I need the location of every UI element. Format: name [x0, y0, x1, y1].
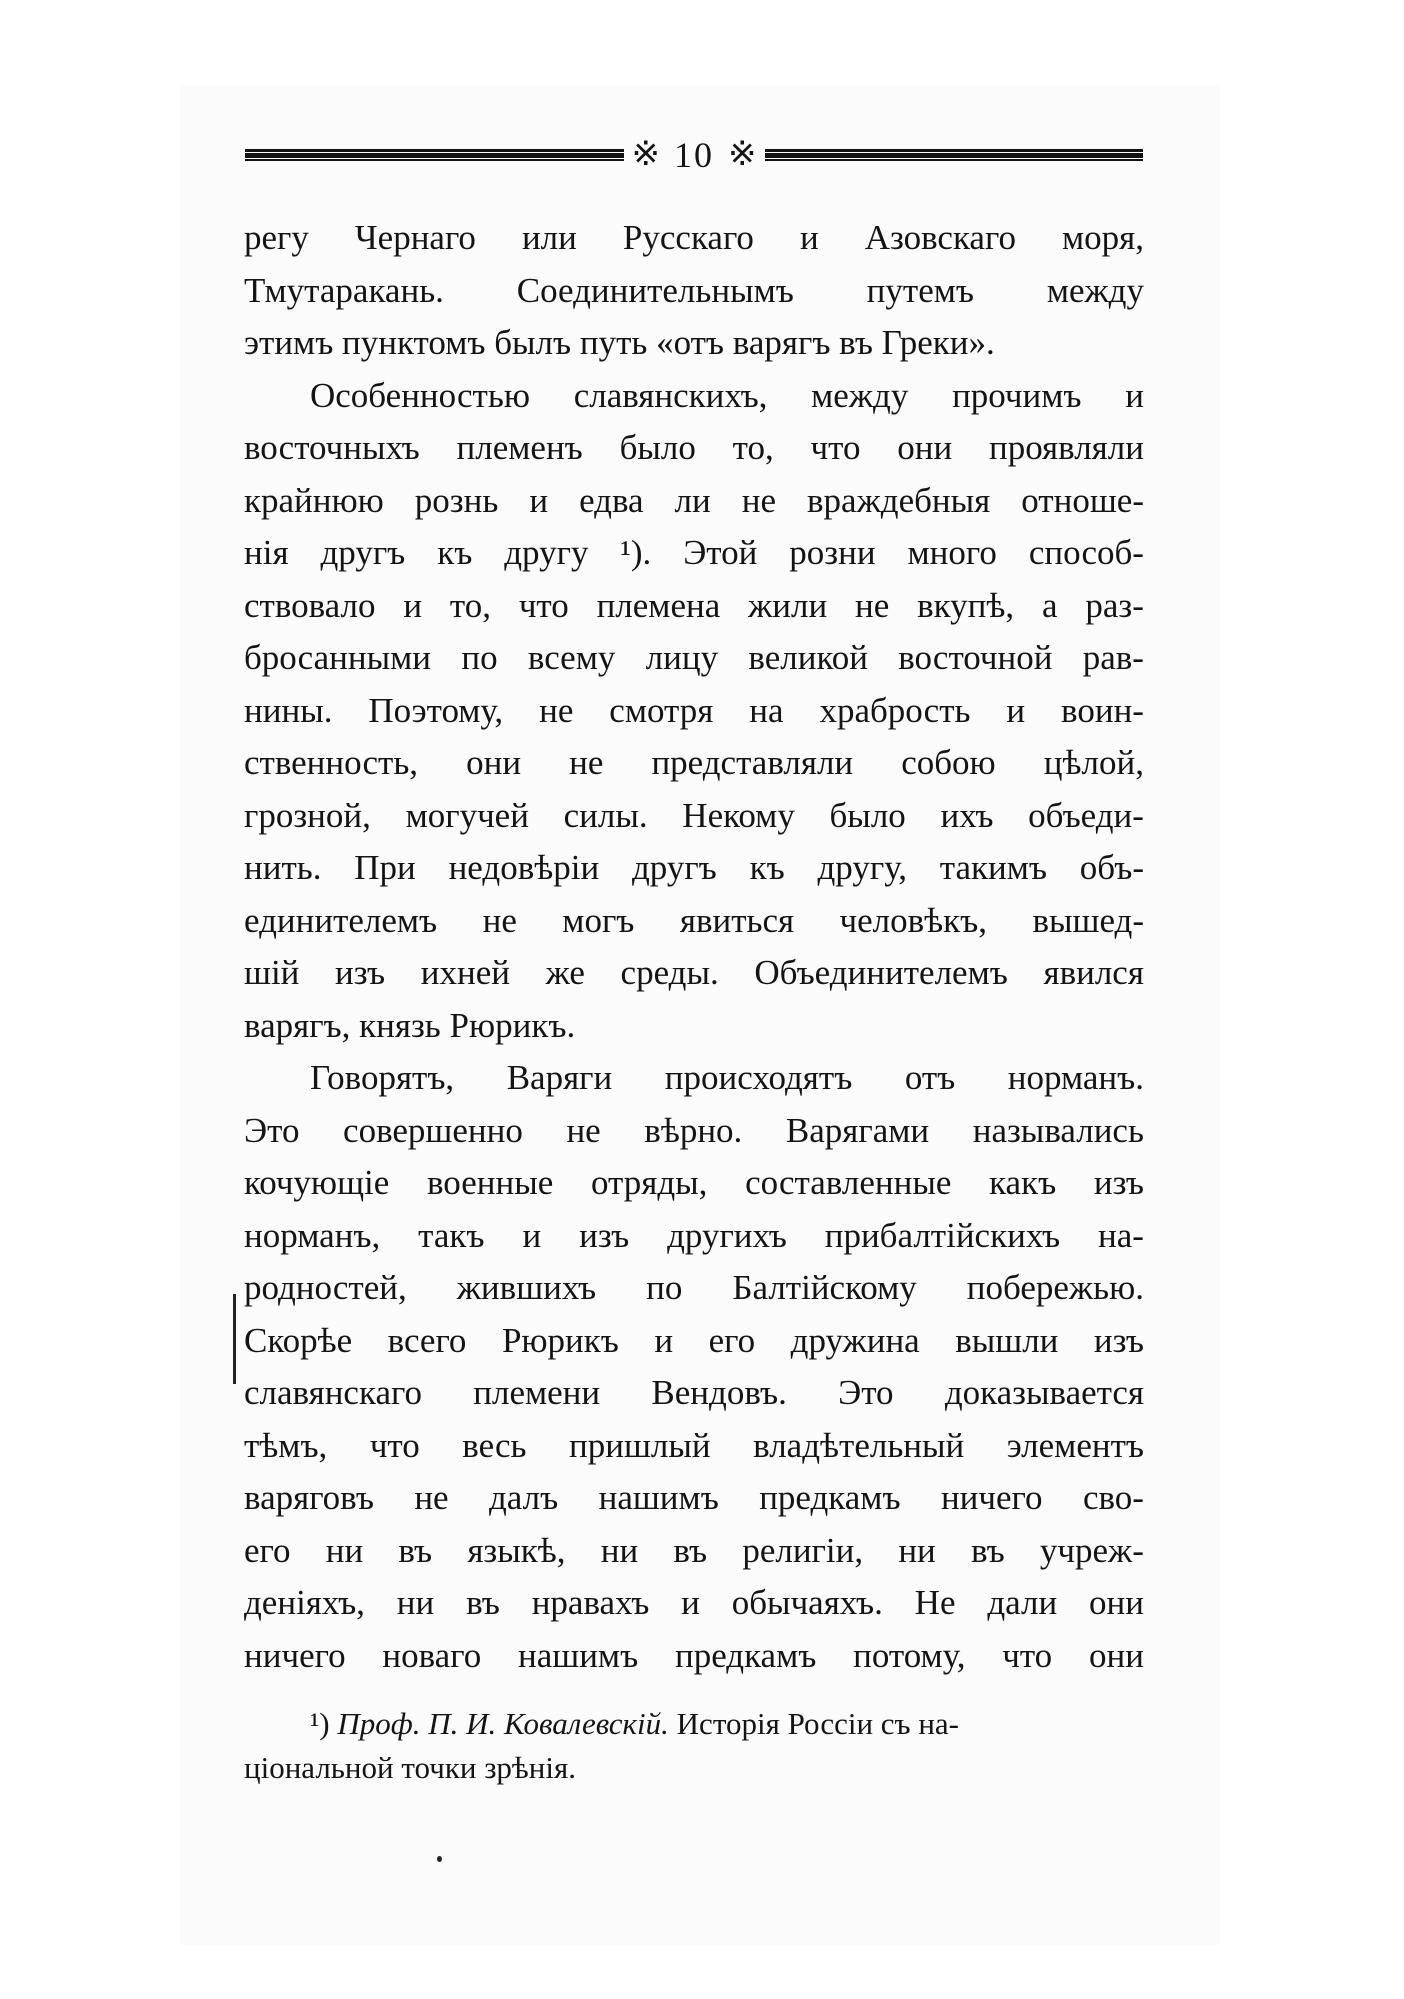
text-line: Говорятъ, Варяги происходятъ отъ норманъ. — [310, 1058, 1144, 1097]
text-line: варяговъ не далъ нашимъ предкамъ ничего сво- — [244, 1478, 1144, 1517]
text-line: Скорѣе всего Рюрикъ и его дружина вышли изъ — [244, 1320, 1144, 1360]
text-line: нить. При недовѣріи другъ къ другу, такимъ объ- — [244, 848, 1144, 887]
header-rule-left — [245, 149, 624, 161]
text-line: деніяхъ, ни въ нравахъ и обычаяхъ. Не дали они — [244, 1583, 1144, 1622]
text-line: нины. Поэтому, не смотря на храбрость и воин- — [244, 690, 1144, 730]
text-line: грозной, могучей силы. Некому было ихъ объеди- — [244, 795, 1144, 835]
text-line: Особенностью славянскихъ, между прочимъ и — [310, 375, 1144, 415]
footnote-author: Проф. П. И. Ковалевскій. — [337, 1706, 669, 1741]
text-line: единителемъ не могъ явиться человѣкъ, вышед- — [244, 900, 1144, 940]
text-line: регу Чернаго или Русскаго и Азовскаго моря, — [244, 218, 1144, 257]
text-line: родностей, жившихъ по Балтійскому побережью. — [244, 1268, 1144, 1307]
text-line: славянскаго племени Вендовъ. Это доказывается — [244, 1373, 1144, 1412]
footnote-marker: ¹) — [310, 1706, 330, 1741]
text-line: ствовало и то, что племена жили не вкупѣ, а раз- — [244, 585, 1144, 625]
text-line: шій изъ ихней же среды. Объединителемъ явился — [244, 953, 1144, 992]
text-line: Это совершенно не вѣрно. Варягами назывались — [244, 1110, 1144, 1150]
text-line: тѣмъ, что весь пришлый владѣтельный элементъ — [244, 1425, 1144, 1465]
ornament-right-icon: ※ — [728, 136, 757, 173]
text-line: норманъ, такъ и изъ другихъ прибалтійскихъ на- — [244, 1215, 1144, 1255]
margin-mark — [233, 1294, 236, 1384]
text-line: Тмутаракань. Соединительнымъ путемъ между — [244, 270, 1144, 310]
text-line: кочующіе военные отряды, составленные какъ изъ — [244, 1163, 1144, 1202]
footnote — [244, 1702, 1144, 1790]
page-number: 10 — [674, 135, 714, 175]
body-text — [244, 212, 1144, 1682]
text-line: ничего новаго нашимъ предкамъ потому, что они — [244, 1635, 1144, 1675]
text-line: ственность, они не представляли собою цѣлой, — [244, 743, 1144, 782]
footnote-title-cont: ціональной точки зрѣнія. — [244, 1750, 576, 1785]
text-line: нія другъ къ другу ¹). Этой розни много способ- — [244, 533, 1144, 572]
footnote-title: Исторія Россіи съ на- — [676, 1706, 960, 1741]
ornament-left-icon: ※ — [631, 136, 660, 173]
text-line: этимъ пунктомъ былъ путь «отъ варягъ въ Греки». — [244, 323, 995, 362]
page-header — [245, 135, 1143, 175]
footnote-line — [244, 1746, 1144, 1790]
footnote-line — [244, 1702, 1144, 1746]
text-line: восточныхъ племенъ было то, что они проявляли — [244, 428, 1144, 467]
text-line: бросанными по всему лицу великой восточной рав- — [244, 638, 1144, 677]
ink-speck — [437, 1856, 442, 1862]
header-rule-right — [765, 149, 1144, 161]
text-line: варягъ, князь Рюрикъ. — [244, 1005, 576, 1045]
text-line: его ни въ языкѣ, ни въ религіи, ни въ учреж- — [244, 1530, 1144, 1570]
text-line: крайнюю рознь и едва ли не враждебныя отноше- — [244, 480, 1144, 520]
